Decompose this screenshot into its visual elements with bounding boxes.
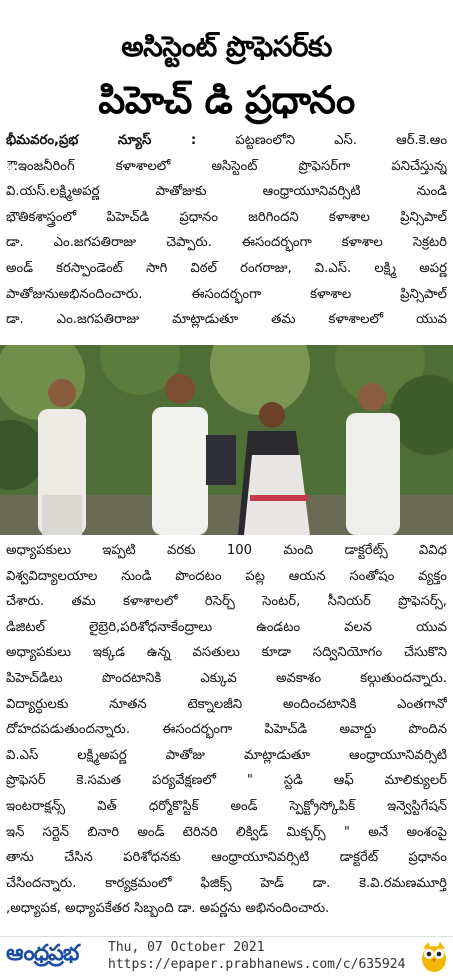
article-line: వి.ఎస్ లక్ష్మిఅపర్ణ పాతోజు మాట్లాడుతూ ఆంధ్రాయూనివర్సిటి	[6, 747, 447, 763]
article-line: అధ్యాపకులు ఇప్పటి వరకు 100 మంది డాక్టరేట్స్ వివిధ	[6, 543, 447, 558]
source-url[interactable]: https://epaper.prabhanews.com/c/635924	[108, 957, 406, 972]
article-line: భీమవరం,ప్రభ న్యూస్ : పట్టణంలోని ఎస్. ఆర్.కె.ఆం	[6, 133, 447, 148]
article-line: పాతోజునుఅభినందించారు. ఈసందర్భంగా కళాశాల ప్రిన్సిపాల్	[6, 286, 447, 302]
article-line: చేశారు. తమ కళాశాలలో రిసెర్చ్ సెంటర్, సీనియర్ ప్రొఫెసర్స్,	[6, 594, 447, 610]
headline-line-1: అసిస్టెంట్ ప్రొఫెసర్‌కు	[121, 30, 332, 63]
article-line: డా. ఎం.జగపతిరాజు మాట్లాడుతూ తమ కళాశాలలో యువ	[6, 312, 447, 328]
article-paragraph-1	[6, 128, 447, 333]
article-line: ఇన్ సర్టెన్ బినారి అండ్ టెరినరి లిక్విడ్ మిక్చర్స్ " అనే అంశంపై	[6, 824, 447, 840]
article-line: డిజిటల్ లైబ్రెరి,పరిశోధనాకేంద్రాలు ఉండటం వలన యువ	[6, 619, 447, 635]
article-paragraph-2	[6, 538, 447, 922]
article-line: చేసిందన్నారు. కార్యక్రమంలో ఫిజిక్స్ హెడ్ డా. కె.వి.రమణమూర్తి	[6, 875, 447, 891]
headline-line-2: పిహెచ్ డి ప్రధానం	[98, 78, 355, 122]
article-line: దోహదపడుతుందన్నారు. ఈసందర్భంగా పిహెచ్‌డి అవార్డు పొందిన	[6, 722, 447, 738]
article-line: పిహెచ్‌డిలు పొందటానికి ఎక్కువ అవకాశం కల్గుతుందన్నారు.	[6, 670, 447, 686]
article-line: ప్రొఫెసర్ కె.సమత పర్యవేక్షణలో " స్టడి ఆఫ్ మాలిక్యులర్	[6, 773, 447, 789]
article-line: వి.యస్.లక్ష్మిఅపర్ణ పాతోజుకు ఆంధ్రాయూనివర్సిటి నుండి	[6, 184, 447, 200]
article-line: అండ్ కరస్పాండెంట్ సాగి విఠల్ రంగరాజు, వి.ఎస్. లక్ష్మి అపర్ణ	[6, 260, 447, 276]
article-line: విద్యార్ధులకు నూతన టెక్నాలజీని అందించటానికి ఎంతగానో	[6, 696, 447, 712]
article-line: ౌ.ఇంజనీరింగ్ కళాశాలలో అసిస్టెంట్ ప్రొఫెసర్‌గా పనిచేస్తున్న	[6, 158, 447, 174]
publication-logo[interactable]: ఆంధ్రప్రభ	[6, 941, 79, 966]
article-line: డా. ఎం.జగపతిరాజు చెప్పారు. ఈసందర్భంగా కళాశాల సెక్రటరి	[6, 235, 447, 251]
article-line: అధ్యాపకులు ఇక్కడ ఉన్న వసతులు కూడా సద్వినియోగం చేసుకొని	[6, 645, 447, 661]
article-line: ఇంటరాక్షన్స్ విత్ ధర్మోకొస్టిక్ అండ్ స్పెక్ట్రోస్కోపిక్ ఇన్వెస్టిగేషన్	[6, 798, 447, 814]
article-line: తాను చేసిన పరిశోధనకు ఆంధ్రాయూనివర్సిటి డాక్టరేట్ ప్రధానం	[6, 850, 447, 866]
article-line: ,అధ్యాపక, అధ్యాపకేతర సిబ్బంది డా. అపర్ణను అభినందించారు.	[6, 901, 330, 917]
footer	[0, 936, 453, 977]
news-photo	[0, 345, 453, 535]
owl-icon	[419, 939, 449, 973]
dateline: భీమవరం,ప్రభ న్యూస్ :	[6, 133, 197, 148]
article-line: భౌతికశాస్త్రంలో పిహెచ్‌డి ప్రధానం జరిగిందని కళాశాల ప్రిన్సిపాల్	[6, 209, 447, 225]
footer-meta	[108, 939, 405, 973]
article-line: విశ్వవిద్యాలయాల నుండి పొందటం పట్ల ఆయన సంతోషం వ్యక్తం	[6, 568, 447, 584]
issue-date: Thu, 07 October 2021	[108, 940, 265, 955]
